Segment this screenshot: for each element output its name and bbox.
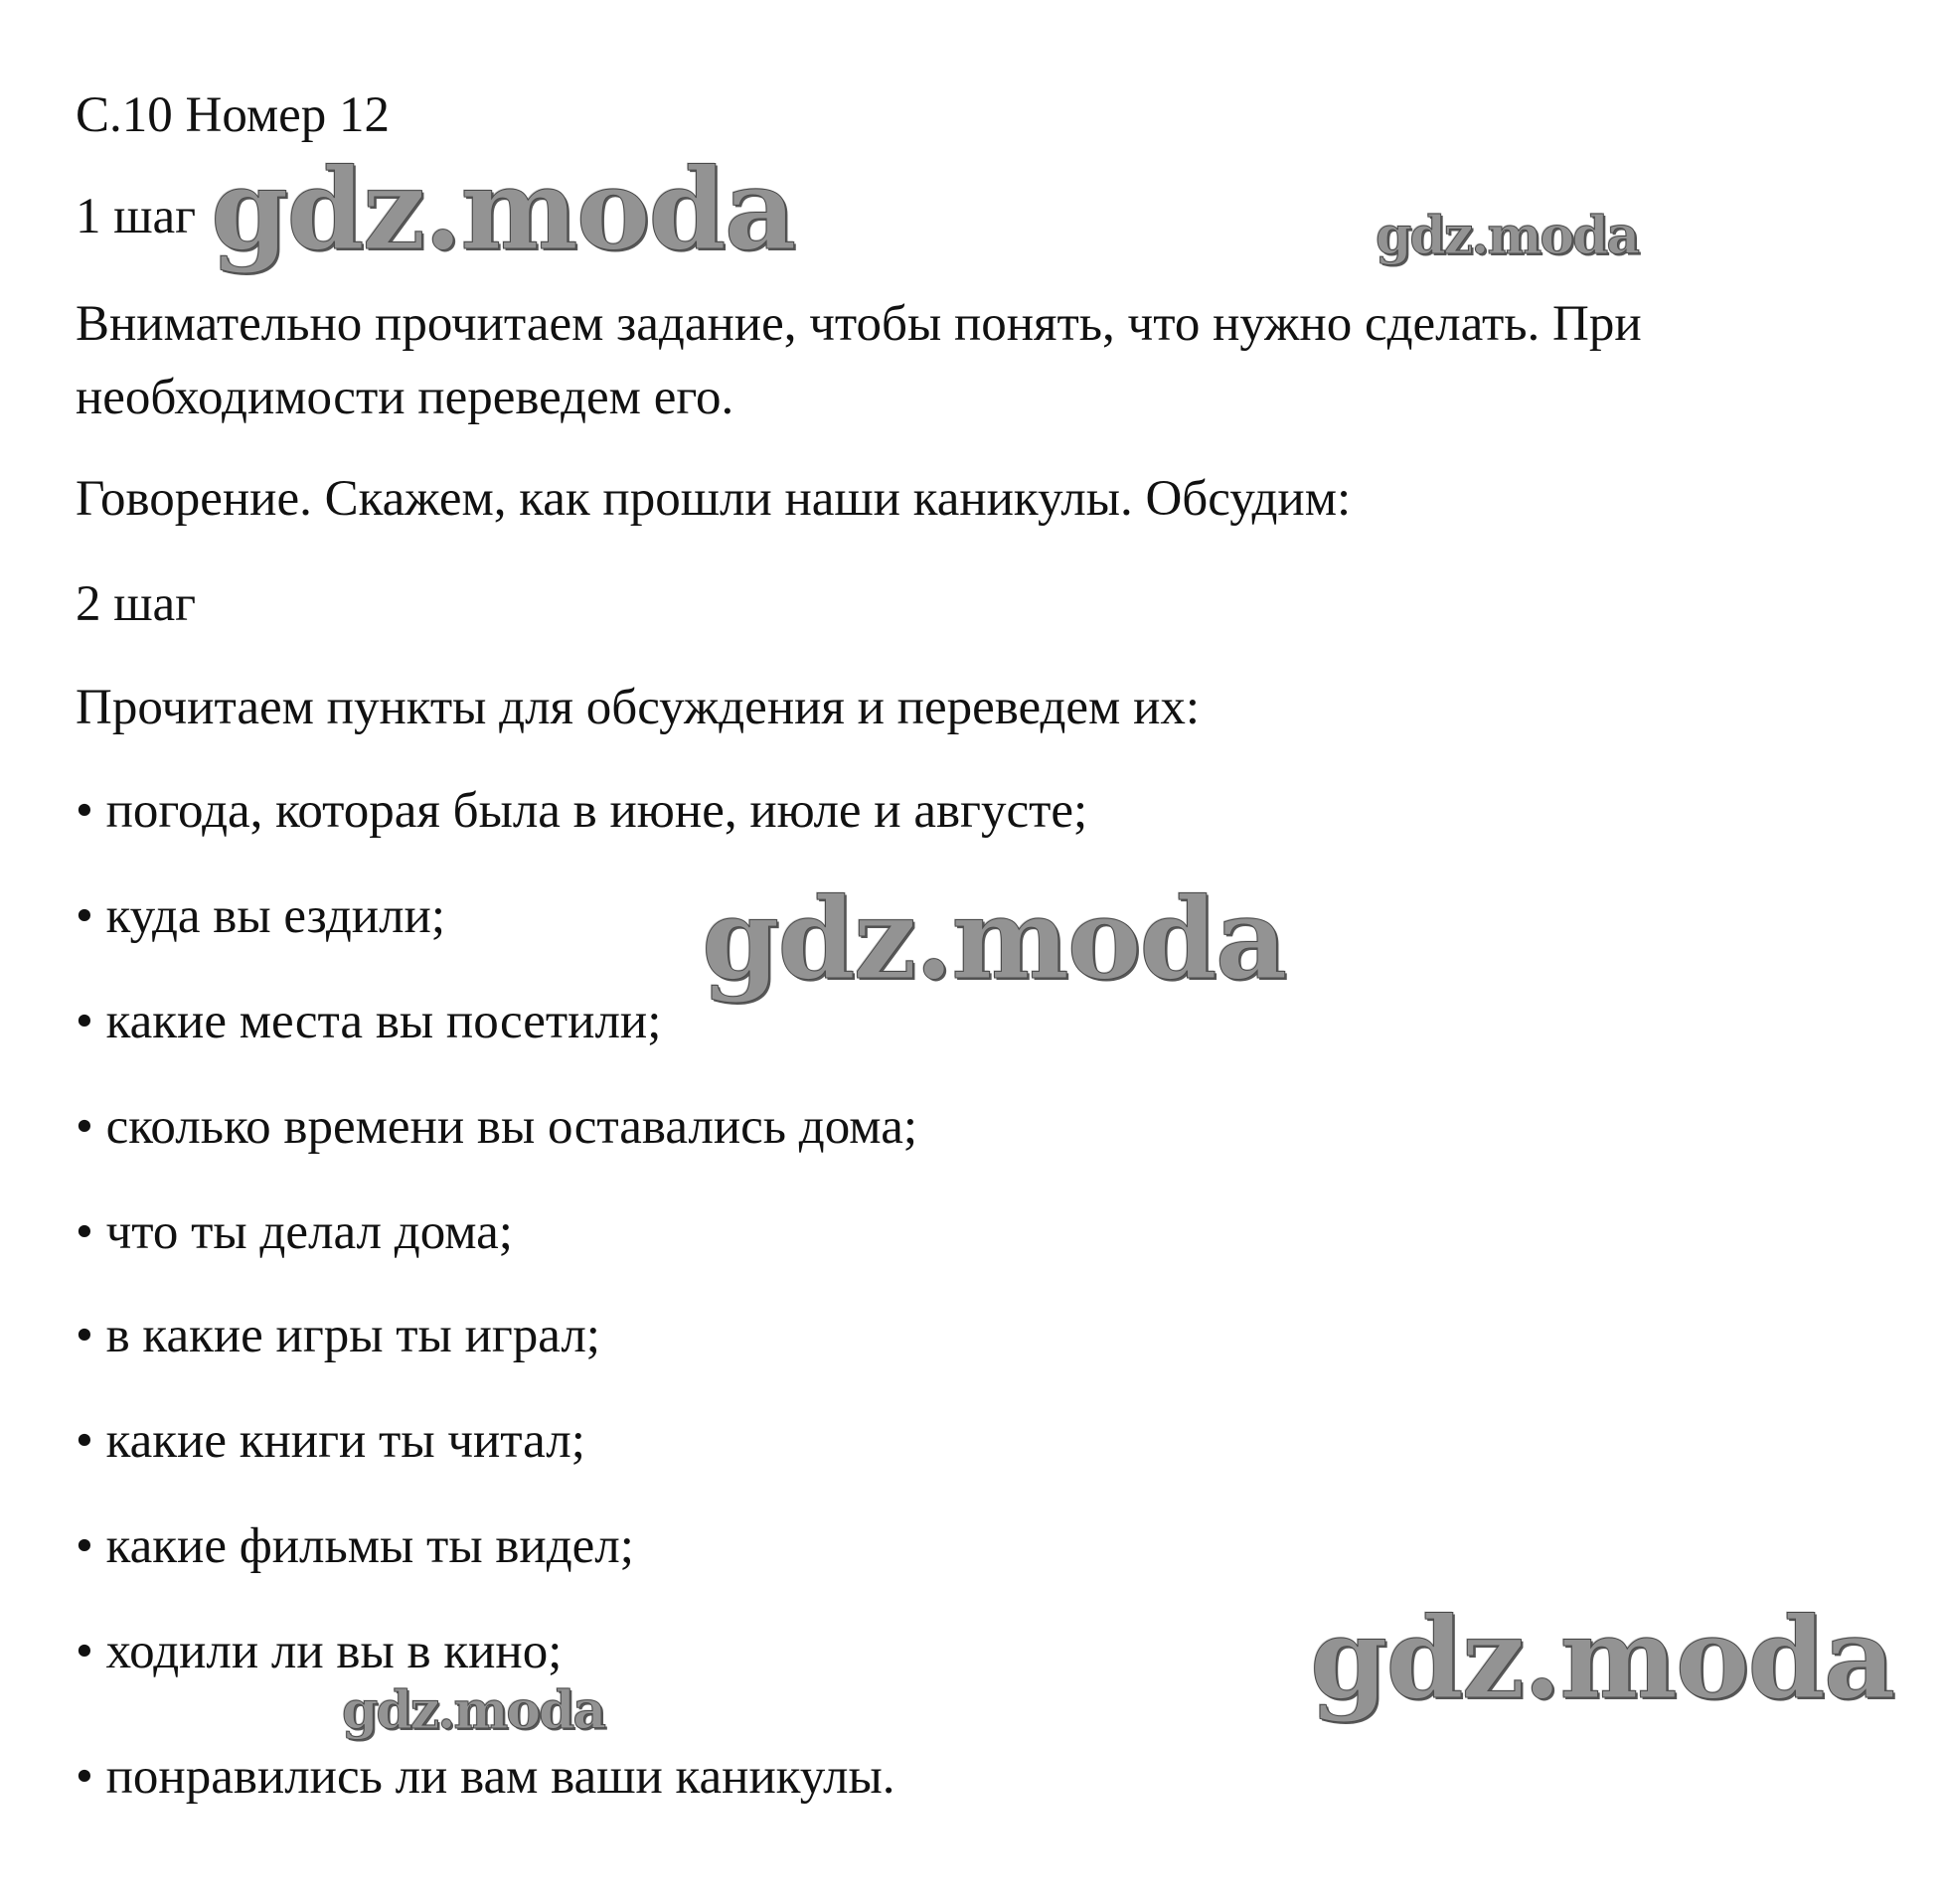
- step-2-label: 2 шаг: [76, 576, 197, 632]
- list-item: • погода, которая была в июне, июле и августе;: [76, 783, 1088, 839]
- step-1-paragraph-line-2: необходимости переведем его.: [76, 370, 734, 425]
- watermark-logo: gdz.moda: [702, 874, 1286, 1005]
- list-item: • ходили ли вы в кино;: [76, 1624, 563, 1679]
- list-item: • какие книги ты читал;: [76, 1413, 585, 1469]
- list-item: • что ты делал дома;: [76, 1204, 513, 1260]
- step-1-paragraph-line-1: Внимательно прочитаем задание, чтобы понять, что нужно сделать. При: [76, 296, 1642, 352]
- step-2-intro: Прочитаем пункты для обсуждения и переведем их:: [76, 680, 1201, 735]
- list-item: • в какие игры ты играл;: [76, 1308, 600, 1363]
- list-item: • куда вы ездили;: [76, 888, 446, 944]
- watermark-logo: gdz.moda: [342, 1680, 605, 1741]
- step-1-label: 1 шаг: [76, 189, 197, 244]
- watermark-logo: gdz.moda: [211, 145, 795, 275]
- watermark-logo: gdz.moda: [1376, 206, 1639, 266]
- watermark-logo: gdz.moda: [1310, 1594, 1894, 1724]
- list-item: • понравились ли вам ваши каникулы.: [76, 1749, 895, 1805]
- step-1-paragraph-speaking: Говорение. Скажем, как прошли наши каникулы. Обсудим:: [76, 471, 1352, 527]
- list-item: • какие фильмы ты видел;: [76, 1518, 634, 1574]
- list-item: • сколько времени вы оставались дома;: [76, 1099, 918, 1155]
- page-title: С.10 Номер 12: [76, 87, 391, 143]
- list-item: • какие места вы посетили;: [76, 994, 662, 1049]
